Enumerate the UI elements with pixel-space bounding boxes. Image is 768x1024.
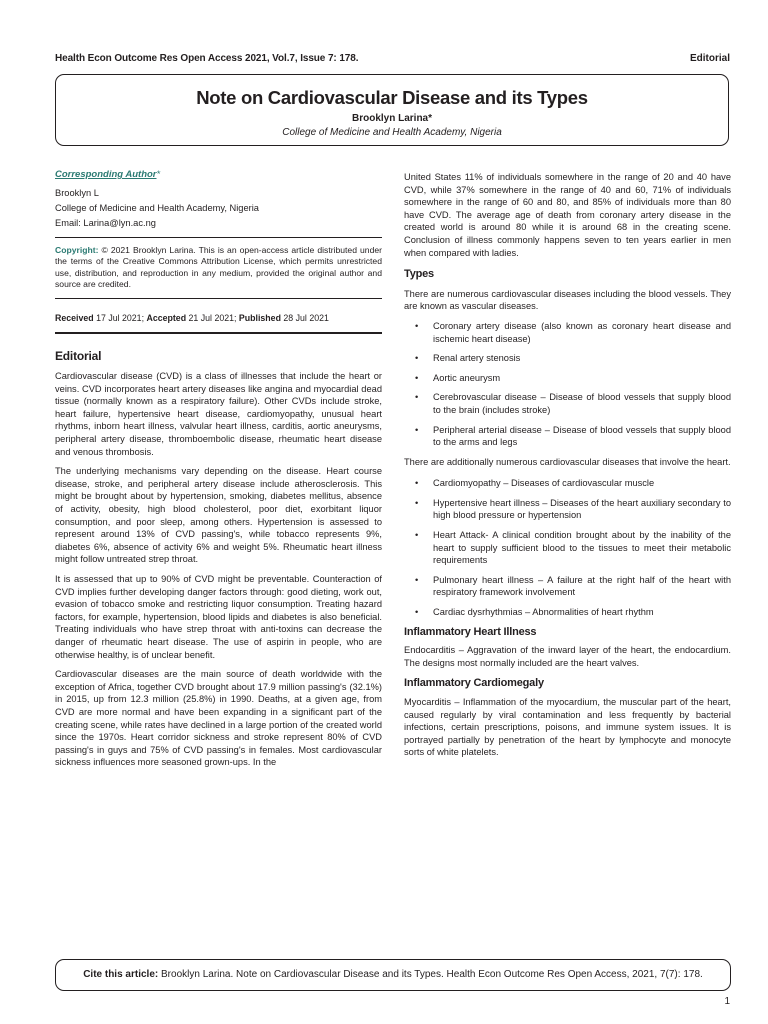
list-item-text: Cardiomyopathy – Diseases of cardiovascular muscle [433,478,655,489]
bullet-icon: • [415,530,419,541]
list-item [404,372,731,385]
author-name: Brooklyn Larina* [351,113,433,124]
list-item [404,352,731,365]
paragraph: Myocarditis – Inflammation of the myocardium, the muscular part of the heart, caused regularly by viral contamination and less frequently by bacterial infections, certain prescriptions, poisons, and immune system issues. It is portrayed partially by penetration of the heart by lymphocyte and monocyte sorts of white platelets. [404,697,731,758]
divider [55,237,382,239]
copyright-label: Copyright: [55,245,99,256]
list-item [404,391,731,416]
paragraph: There are numerous cardiovascular diseases including the blood vessels. They are known as vascular diseases. [404,288,731,312]
left-column [55,168,382,769]
paragraph: There are additionally numerous cardiovascular diseases that involve the heart. [404,456,731,467]
article-dates [55,312,382,325]
corresponding-email[interactable]: Email: Larina@lyn.ac.ng [55,217,156,228]
published-label: Published [238,313,281,324]
author-affiliation: College of Medicine and Health Academy, Nigeria [282,127,502,138]
divider [55,298,382,300]
accepted-date: 21 Jul 2021; [186,313,239,324]
inflammatory-cardiomegaly-heading: Inflammatory Cardiomegaly [404,677,544,690]
list-item [404,529,731,567]
paragraph: Endocarditis – Aggravation of the inward layer of the heart, the endocardium. The designs most normally included are the heart valves. [404,645,731,668]
paragraph: It is assessed that up to 90% of CVD might be preventable. Counteraction of CVD implies further developing danger factors through: good dieting, work out, evasion of tobacco smoke and restricting liquor consumption. Treating hazard factors, for example, hypertension, blood lipids and diabetes is also beneficial. Treating individuals who have strep throat with anti-toxins can decrease the danger of rheumatic heart disease. The use of aspirin in people, who are otherwise healthy, is of unclear benefit. [55,574,382,660]
bullet-icon: • [415,320,419,331]
bullet-icon: • [415,392,419,403]
right-column [404,171,731,759]
bullet-icon: • [415,372,419,383]
list-item-text: Coronary artery disease (also known as coronary heart disease and ischemic heart disease) [433,320,731,344]
list-item-text: Hypertensive heart illness – Diseases of the heart auxiliary secondary to high blood pressure or hypertension [433,497,731,521]
list-item-text: Aortic aneurysm [433,372,501,383]
bullet-icon: • [415,607,419,618]
paragraph: Cardiovascular diseases are the main source of death worldwide with the exception of Africa, together CVD brought about 17.9 million passing's (32.1%) in 2015, up from 12.3 million (25.8%) in 1990. Deaths, at a given age, from CVD are more normal and have been expanding in a significant part of the creating scene, while rates have declined in a large portion of the created world since the 1970s. Heart corridor sickness and stroke represent 80% of CVD passing's in guys and 75% of CVD passing's in females. Most cardiovascular sickness influences more seasoned grown-ups. In the [55,669,382,768]
article-type-label: Editorial [689,53,730,64]
corresponding-institution: College of Medicine and Health Academy, Nigeria [55,202,259,213]
citation-box [55,959,731,991]
corresponding-name: Brooklyn L [55,187,99,198]
vascular-disease-list [404,320,731,449]
editorial-heading: Editorial [55,348,102,363]
accepted-label: Accepted [146,313,187,324]
bullet-icon: • [415,424,419,435]
list-item [404,477,731,490]
paragraph: The underlying mechanisms vary depending on the disease. Heart course disease, stroke, and peripheral artery disease include atherosclerosis. This might be brought about by hypertension, smoking, diabetes mellitus, absence of activity, obesity, high blood cholesterol, poor diet, exorbitant liquor consumption, and poor sleep, among others. Hypertension is assessed to represent around 13% of CVD passing's, while tobacco represents 9%, diabetes 6%, absence of activity 6% and weight 5%. Rheumatic heart illness might follow untreated strep throat. [55,466,382,565]
list-item [404,606,731,619]
types-heading: Types [404,268,434,281]
list-item-text: Pulmonary heart illness – A failure at the right half of the heart with respiratory framework involvement [433,574,731,598]
bullet-icon: • [415,574,419,585]
page-number: 1 [724,996,730,1007]
published-date: 28 Jul 2021 [280,313,329,324]
list-item-text: Peripheral arterial disease – Disease of blood vessels that supply blood to the arms and legs [433,424,731,448]
list-item [404,424,731,449]
title-box [55,74,729,146]
paragraph: Cardiovascular disease (CVD) is a class of illnesses that include the heart or veins. CVD incorporates heart artery diseases like angina and myocardial dead tissue (normally known as a respiratory failure). Other CVDs include stroke, heart failure, hypertensive heart disease, cardiomyopathy, unusual heart rhythms, inborn heart illness, valvular heart illness, carditis, aortic aneurysms, peripheral artery disease, thromboembolic disease, rheumatic heart disease and venous thrombosis. [55,371,382,457]
corresponding-star: * [156,169,161,179]
bullet-icon: • [415,497,419,508]
paragraph: United States 11% of individuals somewhere in the range of 20 and 40 have CVD, while 37% somewhere in the range of 40 and 60, 71% of individuals somewhere in the range of 60 and 80, and 85% of individuals more than 80 have CVD. The average age of death from coronary artery disease in the created world is around 80 while it is around 68 in the creating scene. Conclusion of illness commonly happens seven to ten years earlier in men when compared with ladies. [404,172,731,258]
list-item-text: Renal artery stenosis [433,353,521,364]
corresponding-author-link[interactable]: Corresponding Author [55,169,157,180]
list-item-text: Cardiac dysrhythmias – Abnormalities of heart rhythm [433,607,654,618]
list-item-text: Cerebrovascular disease – Disease of blood vessels that supply blood to the brain (includes stroke) [433,392,731,415]
received-date: 17 Jul 2021; [93,313,147,324]
inflammatory-heart-illness-heading: Inflammatory Heart Illness [404,625,537,638]
copyright-text: © 2021 Brooklyn Larina. This is an open-access article distributed under the terms of the Creative Commons Attribution License, which permits unrestricted use, distribution, and reproduction in any medium, provided the original author and source are credited. [55,245,382,289]
corresponding-details [55,186,382,231]
bullet-icon: • [415,353,419,364]
citation-label: Cite this article: [83,969,159,980]
divider [55,332,382,334]
list-item [404,497,731,522]
journal-citation-header: Health Econ Outcome Res Open Access 2021, Vol.7, Issue 7: 178. [55,53,359,64]
list-item [404,574,731,599]
received-label: Received [55,313,94,324]
citation-text: Brooklyn Larina. Note on Cardiovascular Disease and its Types. Health Econ Outcome Res Open Access, 2021, 7(7): 178. [158,969,703,980]
list-item [404,320,731,345]
corresponding-author-heading [55,168,382,182]
bullet-icon: • [415,478,419,489]
heart-disease-list [404,477,731,618]
list-item-text: Heart Attack- A clinical condition brought about by the inability of the heart to supply sufficient blood to the tissues to meet their metabolic requirements [433,530,731,566]
article-title: Note on Cardiovascular Disease and its Types [196,87,588,108]
copyright-notice [55,245,382,290]
